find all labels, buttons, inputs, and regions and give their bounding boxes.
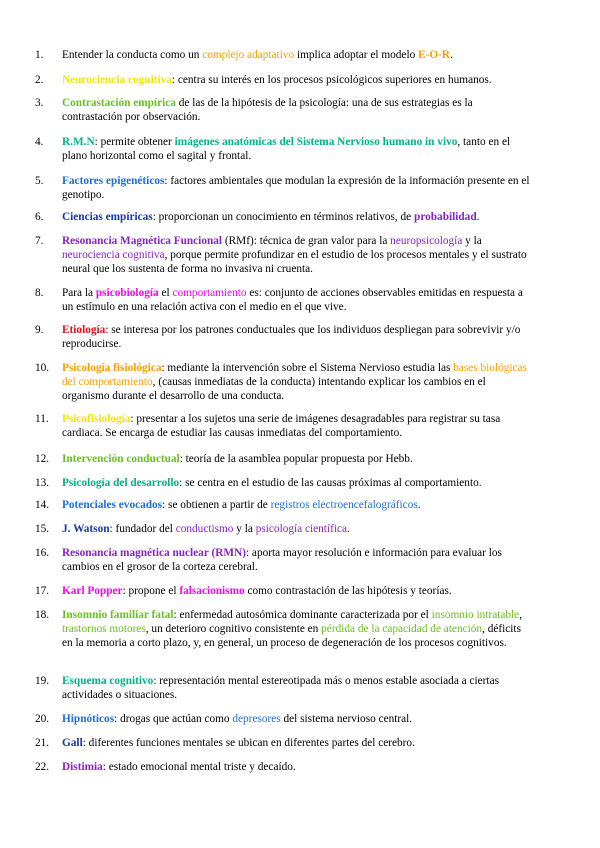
list-item-text: de las de la hipótesis de la psicología: una de sus estrategias es la contrastación por observación.: [62, 97, 473, 123]
list-item-text: (RMf): técnica de gran valor para la: [222, 235, 391, 247]
colored-text: comportamiento: [172, 287, 247, 299]
list-item: [35, 135, 530, 163]
list-item-text: : fundador del: [109, 523, 176, 535]
list-item-text: : se obtienen a partir de: [162, 499, 271, 511]
colored-text: conductismo: [175, 523, 234, 535]
list-item-text: como contrastación de las hipótesis y teorías.: [244, 585, 452, 597]
list-item-number: 12.: [35, 453, 50, 465]
highlighted-term: Insomnio familiar fatal: [62, 609, 174, 621]
list-item-text: : se interesa por los patrones conductuales que los individuos despliegan para sobrevivir y/o reproducirse.: [62, 324, 521, 350]
highlighted-term: Psicología del desarrollo: [62, 477, 180, 489]
list-item-text: , tanto en el plano horizontal como el sagital y frontal.: [62, 136, 511, 162]
list-item-text: es: conjunto de acciones observables emitidas en respuesta a un estímulo en una relación activa con el medio en el que vive.: [62, 287, 523, 313]
colored-text: pérdida de la capacidad de atención: [321, 623, 483, 635]
list-item-text: : drogas que actúan como: [114, 713, 233, 725]
highlighted-term: Etiología: [62, 324, 106, 336]
list-item-number: 14.: [35, 499, 50, 511]
list-item-text: : presentar a los sujetos una serie de imágenes desagradables para registrar su tasa cardiaca. Se encarga de estudiar las causas inmediatas del comportamiento.: [62, 413, 501, 439]
highlighted-term: Potenciales evocados: [62, 499, 163, 511]
list-item-text: , un deterioro cognitivo consistente en: [145, 623, 322, 635]
list-item: [35, 760, 530, 774]
list-item-text: el: [158, 287, 173, 299]
colored-text: registros electroencefalográficos: [270, 499, 418, 511]
list-item-number: 19.: [35, 675, 50, 687]
list-item-number: 7.: [35, 235, 44, 247]
list-item-text: : representación mental estereotipada más o menos estable asociada a ciertas actividades o situaciones.: [62, 675, 499, 701]
list-item-text: : factores ambientales que modulan la expresión de la información presente en el genotipo.: [62, 175, 530, 201]
highlighted-term: Gall: [62, 737, 83, 749]
list-item-text: del sistema nervioso central.: [280, 713, 413, 725]
colored-text: insomnio intratable: [431, 609, 520, 621]
list-item: [35, 608, 530, 650]
list-item-number: 21.: [35, 737, 50, 749]
list-item-number: 20.: [35, 713, 50, 725]
colored-text: neurociencia cognitiva: [62, 249, 165, 261]
list-item: [35, 412, 530, 440]
list-item-text: , déficits en la memoria a corto plazo, y, en general, un proceso de degeneración de los procesos cognitivos.: [62, 623, 521, 649]
highlighted-term: Resonancia magnética nuclear (RMN): [62, 547, 246, 559]
list-item-text: implica adoptar el modelo: [294, 49, 419, 61]
list-item-text: : enfermedad autosómica dominante caracterizada por el: [173, 609, 432, 621]
list-item-text: : estado emocional mental triste y decaído.: [102, 761, 296, 773]
list-item: [35, 736, 530, 750]
list-item: [35, 674, 530, 702]
colored-text: bases biológicas del comportamiento: [62, 362, 527, 388]
list-item-number: 9.: [35, 324, 44, 336]
list-item: [35, 522, 530, 536]
highlighted-term: Ciencias empíricas: [62, 211, 153, 223]
highlighted-term: Hipnóticos: [62, 713, 115, 725]
list-item: [35, 174, 530, 202]
highlighted-term: E-O-R: [418, 49, 451, 61]
highlighted-term: Neurociencia cognitiva: [62, 74, 172, 86]
list-item-text: : proporcionan un conocimiento en términos relativos, de: [152, 211, 415, 223]
list-item: [35, 712, 530, 726]
list-item-number: 15.: [35, 523, 50, 535]
list-item-text: , (causas inmediatas de la conducta) intentando explicar los cambios en el organismo durante el desarrollo de una conducta.: [62, 376, 486, 402]
list-item-text: .: [347, 523, 350, 535]
list-item-number: 18.: [35, 609, 50, 621]
highlighted-term: falsacionismo: [179, 585, 245, 597]
list-item: [35, 546, 530, 574]
colored-text: depresores: [232, 713, 281, 725]
list-item: [35, 234, 530, 276]
list-item-text: : centra su interés en los procesos psicológicos superiores en humanos.: [171, 74, 492, 86]
list-item-number: 4.: [35, 136, 44, 148]
list-item: [35, 584, 530, 598]
list-item: [35, 210, 530, 224]
list-item-text: : se centra en el estudio de las causas próximas al comportamiento.: [179, 477, 482, 489]
list-item: [35, 452, 530, 466]
highlighted-term: Factores epigenéticos: [62, 175, 165, 187]
list-item-text: Entender la conducta como un: [62, 49, 203, 61]
list-item-number: 3.: [35, 97, 44, 109]
colored-text: neuropsicología: [390, 235, 463, 247]
highlighted-term: Karl Popper: [62, 585, 123, 597]
list-item-number: 5.: [35, 175, 44, 187]
list-item-number: 22.: [35, 761, 50, 773]
highlighted-term: Psicología fisiológica: [62, 362, 162, 374]
highlighted-term: Intervención conductual: [62, 453, 180, 465]
highlighted-term: Resonancia Magnética Funcional: [62, 235, 223, 247]
list-item-text: .: [450, 49, 453, 61]
list-item: [35, 361, 530, 403]
list-item: [35, 48, 530, 62]
list-item-text: ,: [519, 609, 523, 621]
highlighted-term: probabilidad: [414, 211, 477, 223]
list-item-number: 11.: [35, 413, 49, 425]
list-item-text: y la: [233, 523, 256, 535]
highlighted-term: R.M.N: [62, 136, 95, 148]
list-item-text: .: [417, 499, 421, 511]
list-item-text: Para la: [62, 287, 96, 299]
colored-text: complejo adaptativo: [202, 49, 295, 61]
list-item-text: y la: [462, 235, 482, 247]
colored-text: psicología científica: [255, 523, 348, 535]
list-item-text: : diferentes funciones mentales se ubican en diferentes partes del cerebro.: [82, 737, 415, 749]
list-item: [35, 96, 530, 124]
highlighted-term: Distimia: [62, 761, 103, 773]
list-item-text: : teoría de la asamblea popular propuesta por Hebb.: [179, 453, 413, 465]
list-item-number: 10.: [35, 362, 50, 374]
list-item-number: 16.: [35, 547, 50, 559]
list-item: [35, 323, 530, 351]
highlighted-term: psicobiología: [95, 287, 159, 299]
list-item-text: .: [476, 211, 480, 223]
list-item-number: 1.: [35, 49, 44, 61]
list-item-text: : propone el: [122, 585, 180, 597]
list-item-text: : permite obtener: [94, 136, 175, 148]
highlighted-term: Contrastación empírica: [62, 97, 176, 109]
list-item: [35, 498, 530, 512]
list-item-number: 8.: [35, 287, 44, 299]
list-item-number: 13.: [35, 477, 50, 489]
highlighted-term: Psicofisiología: [62, 413, 131, 425]
highlighted-term: J. Watson: [62, 523, 110, 535]
list-item-number: 17.: [35, 585, 50, 597]
list-item-text: , porque permite profundizar en el estudio de los procesos mentales y el sustrato neural que los sustenta de forma no invasiva ni cruenta.: [62, 249, 527, 275]
list-item: [35, 73, 530, 87]
list-item: [35, 286, 530, 314]
list-item-text: : mediante la intervención sobre el Sistema Nervioso estudia las: [161, 362, 454, 374]
highlighted-term: Esquema cognitivo: [62, 675, 154, 687]
list-item: [35, 476, 530, 490]
list-item-number: 6.: [35, 211, 44, 223]
colored-text: trastornos motores: [62, 623, 146, 635]
highlighted-term: imágenes anatómicas del Sistema Nervioso humano in vivo: [174, 136, 458, 148]
list-item-number: 2.: [35, 74, 44, 86]
list-item-text: : aporta mayor resolución e información para evaluar los cambios en el grosor de la corteza cerebral.: [62, 547, 502, 573]
